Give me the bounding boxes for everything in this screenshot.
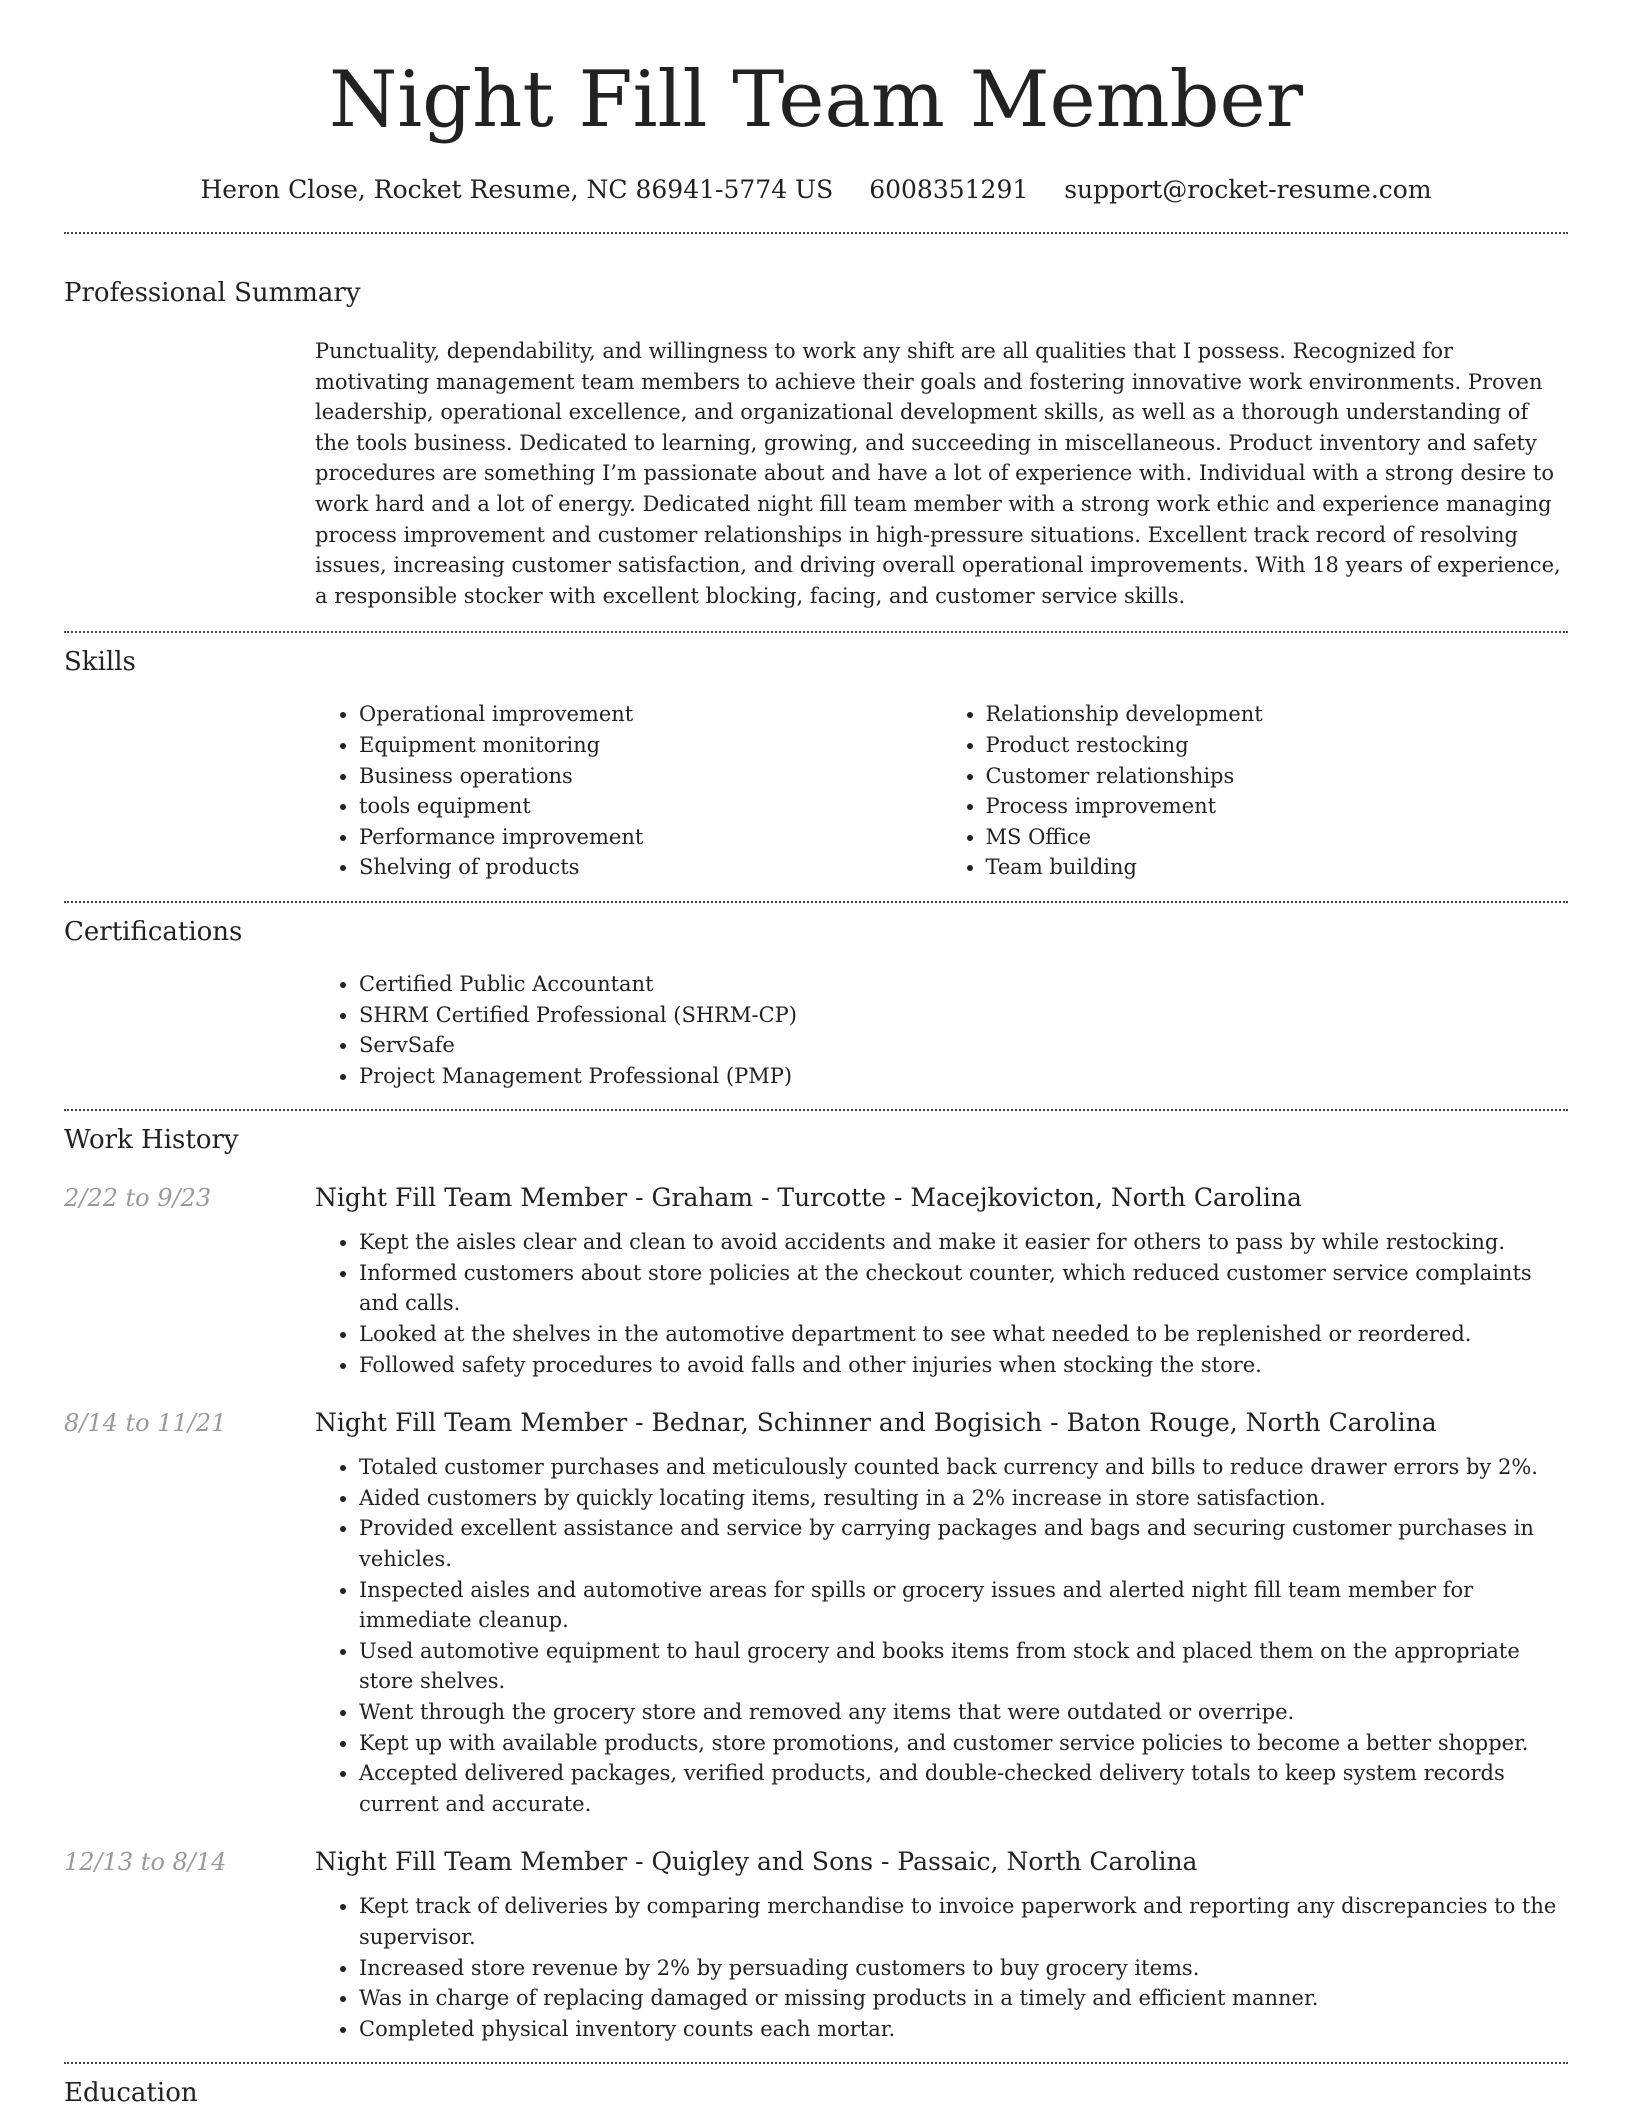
- contact-line: [0, 174, 1632, 206]
- skills-list-right: [942, 699, 1569, 883]
- job-dates: 2/22 to 9/23: [64, 1184, 212, 1213]
- list-item: • Increased store revenue by 2% by persuading customers to buy grocery items.: [359, 1953, 1568, 1984]
- list-item: • Kept track of deliveries by comparing merchandise to invoice paperwork and reporting any discrepancies to the supervisor.: [359, 1891, 1568, 1952]
- contact-email: support@rocket-resume.com: [1064, 175, 1432, 204]
- job-bullets: [315, 1891, 1568, 2044]
- summary-text: Punctuality, dependability, and willingness to work any shift are all qualities that I possess. Recognized for motivating management team members to achieve their goals and fostering innovative work environments. Proven leadership, operational excellence, and organizational development skills, as well as a thorough understanding of the tools business. Dedicated to learning, growing, and succeeding in miscellaneous. Product inventory and safety procedures are something I’m passionate about and have a lot of experience with. Individual with a strong desire to work hard and a lot of energy. Dedicated night fill team member with a strong work ethic and experience managing process improvement and customer relationships in high-pressure situations. Excellent track record of resolving issues, increasing customer satisfaction, and driving overall operational improvements. With 18 years of experience, a responsible stocker with excellent blocking, facing, and customer service skills.: [315, 339, 1561, 608]
- job-dates: 12/13 to 8/14: [64, 1848, 227, 1877]
- list-item: • Accepted delivered packages, verified products, and double-checked delivery totals to keep system records current and accurate.: [359, 1758, 1568, 1819]
- list-item: • Looked at the shelves in the automotive department to see what needed to be replenished or reordered.: [359, 1319, 1568, 1350]
- list-item: • Relationship development: [986, 699, 1569, 730]
- candidate-name: Night Fill Team Member: [328, 55, 1303, 145]
- job-entry: [64, 1845, 1568, 2044]
- job-dates: 8/14 to 11/21: [64, 1409, 227, 1438]
- list-item: • Product restocking: [986, 730, 1569, 761]
- list-item: • Provided excellent assistance and service by carrying packages and bags and securing customer purchases in vehicles.: [359, 1513, 1568, 1574]
- list-item: • Completed physical inventory counts each mortar.: [359, 2014, 1568, 2045]
- list-item: • Went through the grocery store and removed any items that were outdated or overripe.: [359, 1697, 1568, 1728]
- summary-section: [64, 234, 1568, 611]
- list-item: • Followed safety procedures to avoid falls and other injuries when stocking the store.: [359, 1350, 1568, 1381]
- list-item: • SHRM Certified Professional (SHRM-CP): [359, 1000, 1568, 1031]
- list-item: • Team building: [986, 852, 1569, 883]
- list-item: • Certified Public Accountant: [359, 969, 1568, 1000]
- list-item: • Project Management Professional (PMP): [359, 1061, 1568, 1092]
- job-title: Night Fill Team Member - Graham - Turcotte - Macejkovicton, North Carolina: [315, 1183, 1302, 1213]
- list-item: • Operational improvement: [359, 699, 942, 730]
- contact-address: Heron Close, Rocket Resume, NC 86941-5774 US: [200, 175, 834, 204]
- skills-grid: [315, 699, 1568, 883]
- job-bullets: [315, 1452, 1568, 1819]
- list-item: • Process improvement: [986, 791, 1569, 822]
- job-entry: [64, 1181, 1568, 1380]
- job-bullets: [315, 1227, 1568, 1380]
- job-title: Night Fill Team Member - Bednar, Schinner and Bogisich - Baton Rouge, North Carolina: [315, 1408, 1437, 1438]
- list-item: • Performance improvement: [359, 822, 942, 853]
- list-item: • Informed customers about store policies at the checkout counter, which reduced customer service complaints and calls.: [359, 1258, 1568, 1319]
- skills-list-left: [315, 699, 942, 883]
- summary-title: Professional Summary: [64, 278, 361, 308]
- summary-body: [315, 336, 1568, 611]
- contact-phone: 6008351291: [869, 175, 1029, 204]
- job-details: [315, 1406, 1568, 1819]
- resume-header: [0, 0, 1632, 206]
- list-item: • Business operations: [359, 761, 942, 792]
- education-title: Education: [64, 2078, 198, 2109]
- job-title: Night Fill Team Member - Quigley and Sons - Passaic, North Carolina: [315, 1847, 1198, 1877]
- list-item: • MS Office: [986, 822, 1569, 853]
- certifications-section: [64, 903, 1568, 1091]
- certifications-title: Certifications: [64, 916, 243, 947]
- job-details: [315, 1181, 1568, 1380]
- list-item: • tools equipment: [359, 791, 942, 822]
- list-item: • ServSafe: [359, 1030, 1568, 1061]
- list-item: • Customer relationships: [986, 761, 1569, 792]
- list-item: • Kept the aisles clear and clean to avoid accidents and make it easier for others to pass by while restocking.: [359, 1227, 1568, 1258]
- list-item: • Equipment monitoring: [359, 730, 942, 761]
- certifications-body: [315, 969, 1568, 1091]
- job-details: [315, 1845, 1568, 2044]
- list-item: • Aided customers by quickly locating items, resulting in a 2% increase in store satisfaction.: [359, 1483, 1568, 1514]
- list-item: • Inspected aisles and automotive areas for spills or grocery issues and alerted night fill team member for immediate cleanup.: [359, 1575, 1568, 1636]
- skills-title: Skills: [64, 647, 136, 678]
- list-item: • Used automotive equipment to haul grocery and books items from stock and placed them on the appropriate store shelves.: [359, 1636, 1568, 1697]
- list-item: • Shelving of products: [359, 852, 942, 883]
- education-section: [64, 2064, 1568, 2110]
- list-item: • Kept up with available products, store promotions, and customer service policies to become a better shopper.: [359, 1728, 1568, 1759]
- work-history-title: Work History: [64, 1125, 239, 1156]
- job-entry: [64, 1406, 1568, 1819]
- work-history-section: [64, 1111, 1568, 2044]
- list-item: • Was in charge of replacing damaged or missing products in a timely and efficient manner.: [359, 1983, 1568, 2014]
- list-item: • Totaled customer purchases and meticulously counted back currency and bills to reduce drawer errors by 2%.: [359, 1452, 1568, 1483]
- skills-section: [64, 633, 1568, 883]
- certifications-list: [315, 969, 1568, 1091]
